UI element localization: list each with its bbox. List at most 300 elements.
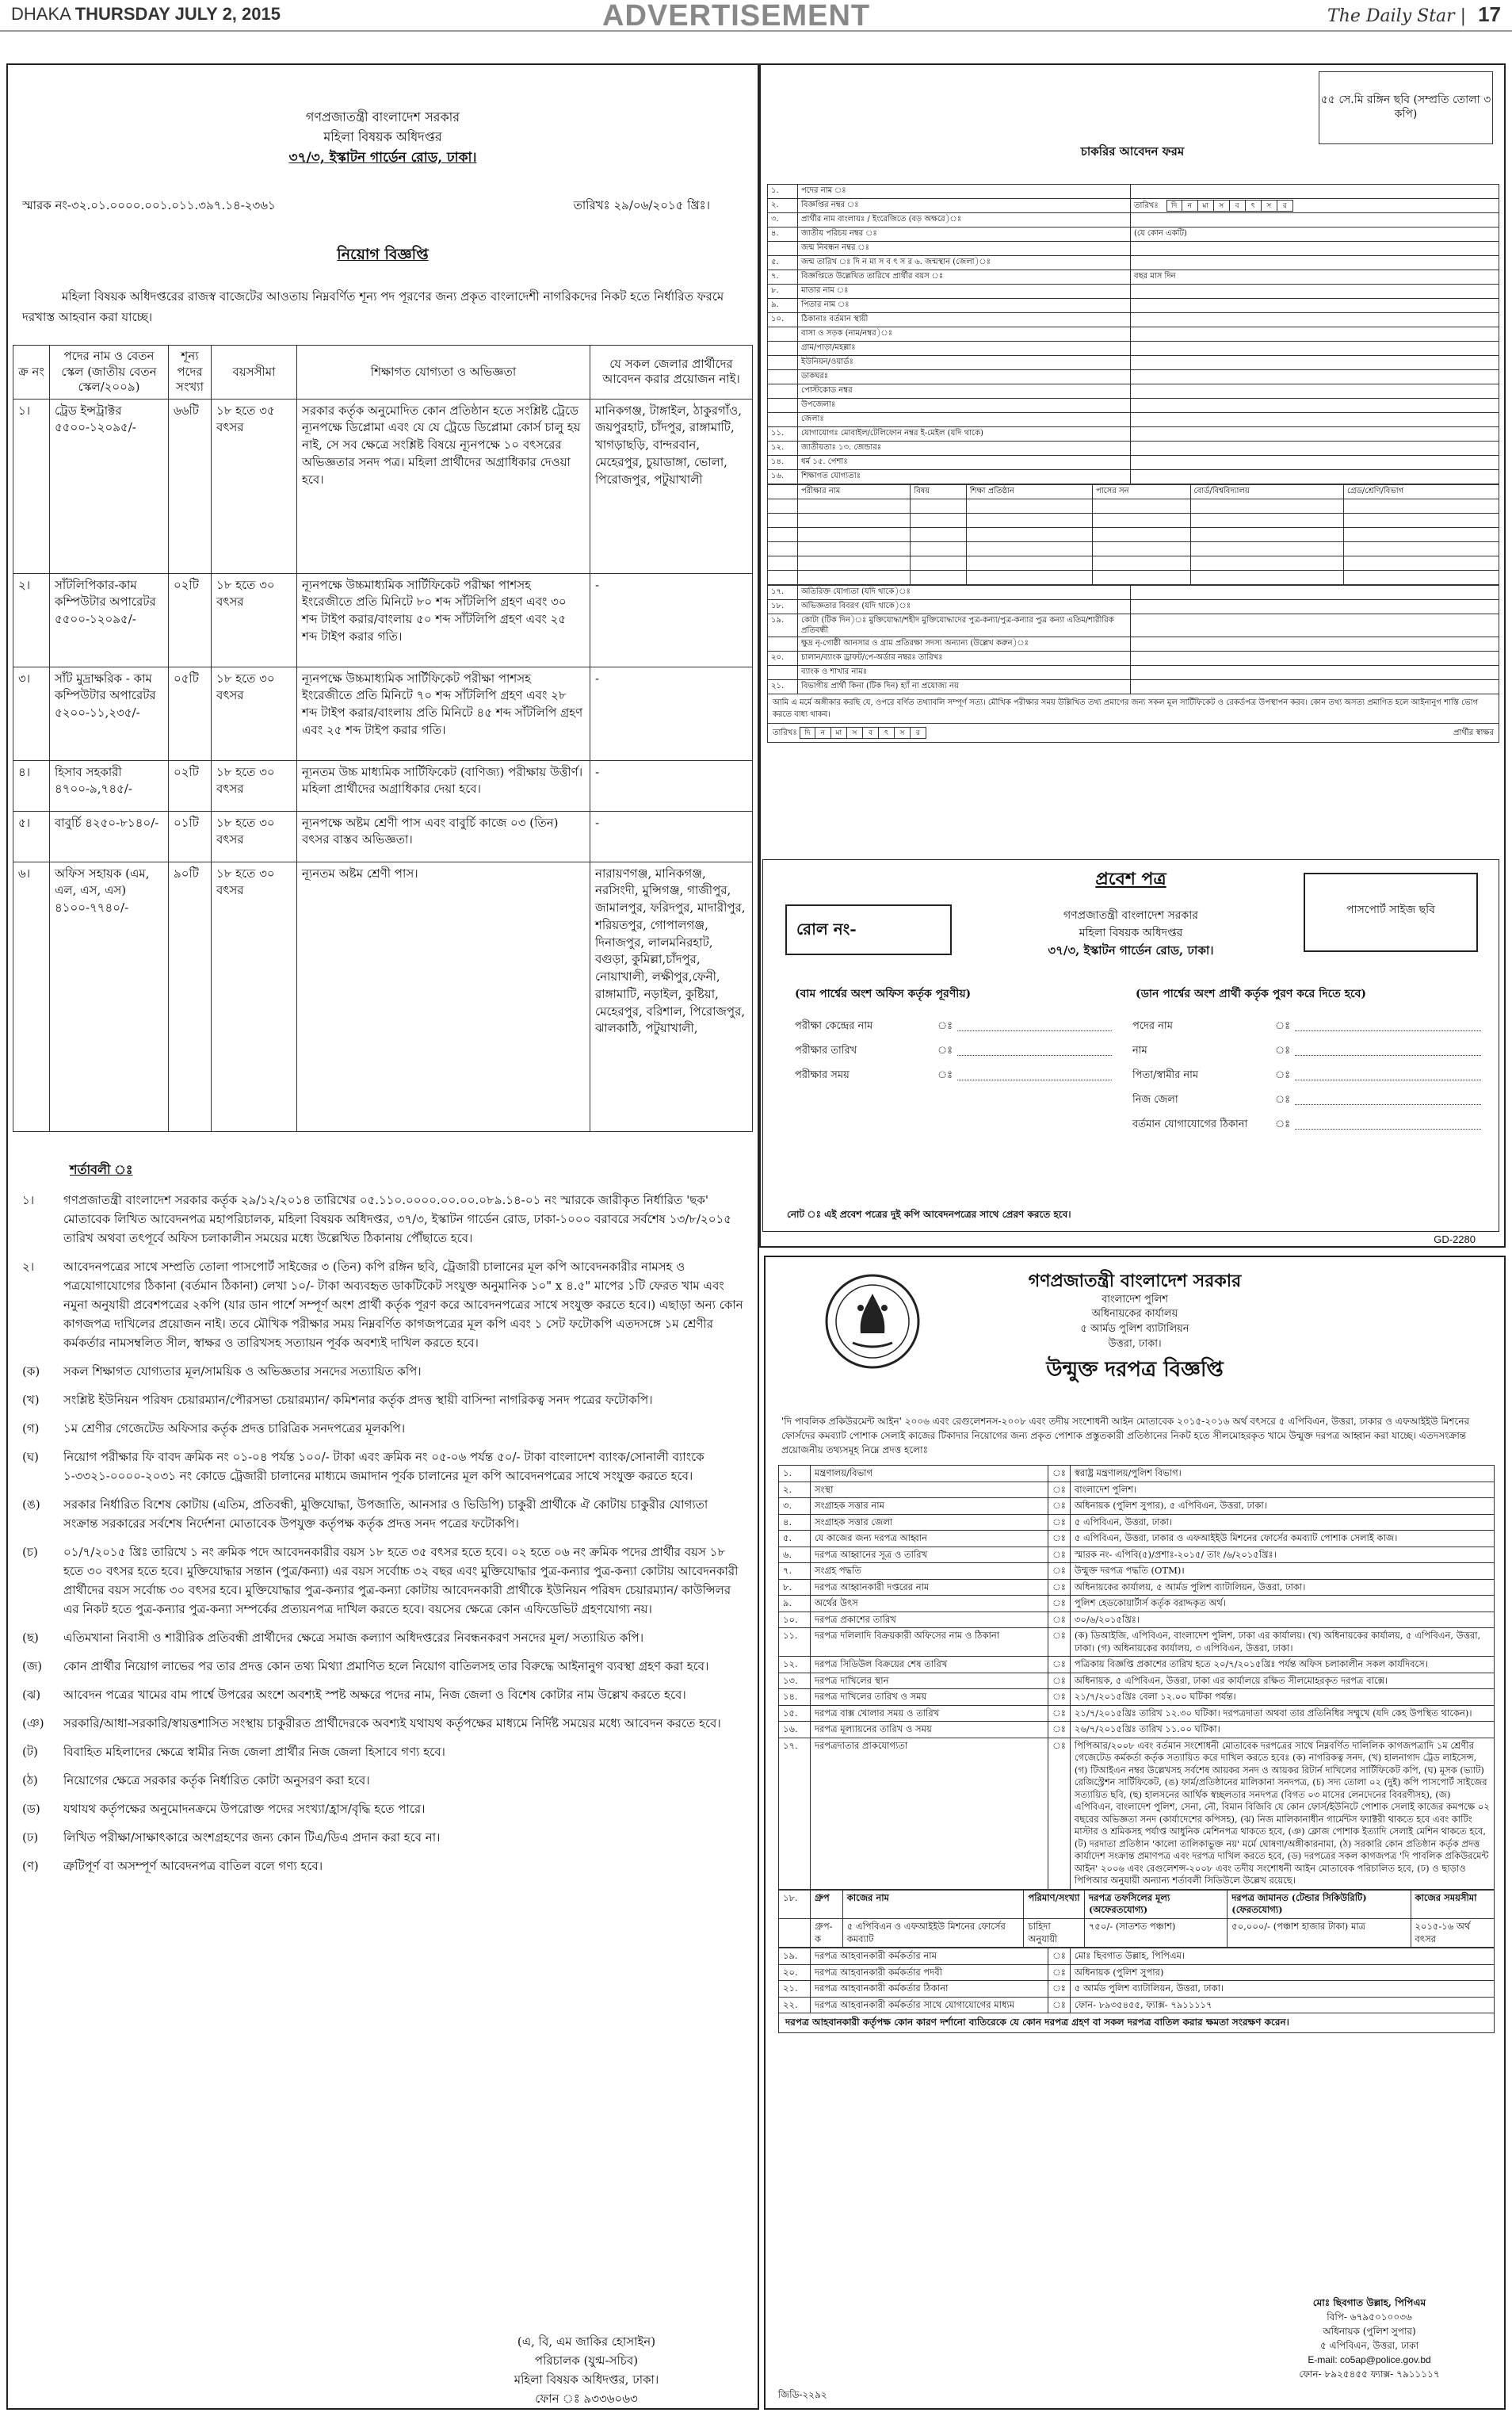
- cell-count: ৯০টি: [169, 862, 212, 1131]
- police-row-colon: ঃ: [1048, 1964, 1071, 1981]
- form-row-num: ২০.: [768, 652, 798, 666]
- form-table-2: [767, 585, 1499, 694]
- police-row-value: অধিনায়কের কার্যালয়, ৫ আর্মড পুলিশ ব্যাটালিয়ন, উত্তরা, ঢাকা।: [1070, 1579, 1494, 1596]
- grid-cell-time: ২০১৫-১৬ অর্থ বৎসর: [1411, 1918, 1494, 1947]
- education-header: [768, 485, 1499, 499]
- form-row-value: [1131, 256, 1499, 270]
- admit-field-line: [957, 1069, 1112, 1080]
- condition-item: [22, 1742, 743, 1761]
- education-cell: [1092, 499, 1190, 514]
- grid-col-work: কাজের নাম: [842, 1890, 1024, 1918]
- masthead-section: ADVERTISEMENT: [602, 0, 871, 32]
- education-cell: [911, 542, 966, 556]
- police-row-value: বাংলাদেশ পুলিশ।: [1070, 1482, 1494, 1498]
- form-fields-1: [768, 185, 1499, 484]
- police-row-colon: ঃ: [1048, 1948, 1071, 1965]
- form-row-label: জাতীয় পরিচয় নম্বর ঃ: [798, 227, 1131, 242]
- condition-key: (ঢ): [22, 1830, 39, 1845]
- grid-cell-security: ৫০,০০০/- (পঞ্চাশ হাজার টাকা) মাত্র: [1228, 1918, 1411, 1947]
- grid-cell-group: গ্রুপ-ক: [811, 1918, 843, 1947]
- form-row-num: [768, 370, 798, 384]
- condition-key: (জ): [22, 1659, 43, 1674]
- condition-key: (ঠ): [22, 1773, 38, 1788]
- form-row-label: ব্যাংক ও শাখার নামঃ: [798, 666, 1131, 680]
- cell-count: ৬৬টি: [169, 399, 212, 573]
- education-cell: [1344, 499, 1499, 514]
- cell-no: ২।: [13, 573, 50, 667]
- police-signer-bp: বিপি- ৬৭৯৫০১০০৩৬: [1327, 2311, 1412, 2323]
- education-cell: [1092, 542, 1190, 556]
- condition-item: [22, 1657, 743, 1676]
- notice-intro: মহিলা বিষয়ক অধিদপ্তরের রাজস্ব বাজেটের আওতায় নিম্নবর্ণিত শূন্য পদ পূরণের জন্য প্রকৃত বাংলাদেশী নাগরিকদের নিকট হতে নির্ধারিত ফরমে দরখাস্ত আহবান করা যাচ্ছে।: [22, 289, 724, 324]
- admit-code: GD-2280: [1434, 1233, 1476, 1245]
- condition-key: (ঝ): [22, 1688, 41, 1703]
- cell-no: ৬।: [13, 862, 50, 1131]
- police-signer-phone: ফোন- ৮৯২৫৪৫৫ ফ্যাক্স- ৭৯১১১১৭: [1299, 2369, 1440, 2380]
- police-row-colon: ঃ: [1048, 1738, 1071, 1889]
- condition-item: [22, 1828, 743, 1847]
- education-row: [768, 556, 1499, 571]
- col-post: পদের নাম ও বেতন স্কেল (জাতীয় বেতন স্কেল/২০০৯): [50, 346, 169, 400]
- police-row-colon: ঃ: [1048, 1673, 1071, 1689]
- police-signature: [1250, 2296, 1488, 2381]
- memo-line: [22, 198, 710, 214]
- police-sub-4: উত্তরা, ঢাকা।: [1108, 1338, 1162, 1351]
- form-row-value: [1131, 637, 1499, 652]
- police-row-colon: ঃ: [1048, 1612, 1071, 1628]
- police-grid: [778, 1890, 1495, 1948]
- box-cell: স: [1214, 200, 1230, 212]
- admit-right-head: (ডান পার্শ্বের অংশ প্রার্থী কর্তৃক পুরণ করে দিতে হবে): [1136, 988, 1367, 1000]
- police-signer-office: ৫ এপিবিএন, উত্তরা, ঢাকা: [1319, 2340, 1419, 2351]
- form-date-label: তারিখঃ: [773, 728, 797, 737]
- education-cell: [966, 556, 1092, 571]
- condition-text: সরকারি/আধা-সরকারি/স্বায়ত্তশাসিত সংস্থায় চাকুরীরত প্রার্থীদেরকে অবশ্যই যথাযথ কর্তৃপক্ষের মাধ্যমে নির্দিষ্ট সময়ের মধ্যে আবেদন করতে হবে।: [63, 1716, 721, 1731]
- form-row-value: [1131, 185, 1499, 199]
- police-row-label: দরপত্র আহ্বানের সূত্র ও তারিখ: [811, 1547, 1048, 1563]
- form-row-label: জন্ম নিবন্ধন নম্বর ঃ: [798, 242, 1131, 256]
- cell-qual: ন্যূনতম উচ্চ মাধ্যমিক সার্টিফিকেট (বাণিজ্য) পরীক্ষায় উত্তীর্ণ। মহিলা প্রার্থীদের অগ্রাধিকার দেয়া হবে।: [297, 760, 590, 811]
- police-row-value: অধিনায়ক (পুলিশ সুপার): [1070, 1964, 1494, 1981]
- education-cell: [1190, 514, 1344, 528]
- police-signer-name: মোঃ ছিবগাত উল্লাহ, পিপিএম: [1312, 2297, 1426, 2308]
- form-row-label: ধর্ম ১৫. পেশাঃ: [798, 456, 1131, 470]
- grid-col-qty: পরিমাণ/সংখ্যা: [1024, 1890, 1085, 1918]
- education-row: [768, 514, 1499, 528]
- education-cell: [1344, 514, 1499, 528]
- condition-key: (চ): [22, 1545, 38, 1560]
- condition-item: [22, 1628, 743, 1647]
- form-row-value: [1131, 614, 1499, 637]
- education-cell: [911, 528, 966, 542]
- cell-count: ০২টি: [169, 573, 212, 667]
- police-row: [779, 1547, 1495, 1563]
- notice-signature: [452, 2332, 721, 2408]
- cell-age: ১৮ হতে ৩০ বৎসর: [212, 667, 297, 760]
- form-row: [768, 680, 1499, 694]
- condition-key: (ড): [22, 1802, 40, 1817]
- condition-key: (ঙ): [22, 1497, 40, 1512]
- police-row: [779, 1673, 1495, 1689]
- police-row-num: ৯.: [779, 1596, 811, 1612]
- condition-item: [22, 1419, 743, 1438]
- admit-field-line: [1295, 1094, 1481, 1105]
- form-row-value: [1131, 652, 1499, 666]
- form-row-value: [1131, 313, 1499, 327]
- condition-key: (ক): [22, 1364, 40, 1379]
- form-row-num: ১৪.: [768, 456, 798, 470]
- form-row: [768, 586, 1499, 600]
- form-row-label: যোগাযোগঃ মোবাইল/টেলিফোন নম্বর ই-মেইল (যদি থাকে): [798, 427, 1131, 442]
- police-row-colon: ঃ: [1048, 1482, 1071, 1498]
- grid-spacer: [779, 1918, 811, 1947]
- police-row: [779, 1948, 1495, 1965]
- date-boxes: দি ন মা স ব ৎ স র: [800, 727, 926, 739]
- police-row-num: ৭.: [779, 1563, 811, 1580]
- form-row: [768, 242, 1499, 256]
- admit-field: [1132, 1118, 1481, 1132]
- cell-districts: -: [590, 811, 753, 862]
- police-row-value: ২১/৭/২০১৫খ্রিঃ তারিখ ১২.৩০ ঘটিকা। দরপত্রদাতা অথবা তার প্রতিনিধির সম্মুখে (যদি কেহ উপস্থিত থাকেন)।: [1070, 1705, 1494, 1722]
- police-row-num: ১৫.: [779, 1705, 811, 1722]
- cell-count: ০৫টি: [169, 667, 212, 760]
- admit-field-label: পরীক্ষা কেন্দ্রের নাম: [795, 1020, 873, 1032]
- police-row-label: দরপত্র আহবানকারী কর্মকর্তার পদবী: [811, 1964, 1048, 1981]
- police-row-colon: ঃ: [1048, 1689, 1071, 1706]
- police-row-num: ২১.: [779, 1981, 811, 1998]
- police-row-label: দরপত্র দলিলাদি বিক্রয়কারী অফিসের নাম ও ঠিকানা: [811, 1628, 1048, 1657]
- form-row-label: মাতার নাম ঃ: [798, 285, 1131, 299]
- edu-col-subject: বিষয়: [911, 485, 966, 499]
- vacancy-table-wrap: [13, 345, 753, 1132]
- masthead-dateline: [11, 3, 281, 26]
- cell-count: ০১টি: [169, 811, 212, 862]
- police-row-num: ৮.: [779, 1579, 811, 1596]
- education-cell: [1092, 556, 1190, 571]
- police-row-label: মন্ত্রণালয়/বিভাগ: [811, 1466, 1048, 1482]
- recruitment-notice: [6, 63, 759, 2410]
- police-row-colon: ঃ: [1048, 1596, 1071, 1612]
- condition-item: [22, 1362, 743, 1381]
- form-row-num: ৯.: [768, 299, 798, 313]
- education-cell: [911, 556, 966, 571]
- education-cell: [1190, 571, 1344, 585]
- form-row-value: [1131, 384, 1499, 399]
- form-row-value: [1131, 242, 1499, 256]
- police-row: [779, 1596, 1495, 1612]
- education-cell: [1190, 528, 1344, 542]
- police-row-num: ১.: [779, 1466, 811, 1482]
- roll-box: রোল নং-: [785, 904, 952, 955]
- education-cell: [768, 571, 798, 585]
- form-row-num: [768, 384, 798, 399]
- form-row-value: [1131, 456, 1499, 470]
- col-districts: যে সকল জেলার প্রার্থীদের আবেদন করার প্রয়োজন নাই।: [590, 346, 753, 400]
- form-row-label: চালান/ব্যাংক ড্রাফট/পে-অর্ডার নম্বরঃ তারিখঃ: [798, 652, 1131, 666]
- form-row-label: জন্ম তারিখ ঃ দি ন মা স ব ৎ স র ৬. জন্মস্থান (জেলা)ঃ: [798, 256, 1131, 270]
- form-row-num: ১১.: [768, 427, 798, 442]
- form-row-num: ৪.: [768, 227, 798, 242]
- signer-phone: ফোন ঃ ৯৩৩৬০৬৩: [535, 2392, 638, 2406]
- condition-text: লিখিত পরীক্ষা/সাক্ষাৎকারে অংশগ্রহণের জন্য কোন টিএ/ডিএ প্রদান করা হবে না।: [63, 1830, 441, 1845]
- form-row-num: ১২.: [768, 442, 798, 456]
- form-row-label: জাতীয়তাঃ ১৩. জেন্ডারঃ: [798, 442, 1131, 456]
- box-cell: ৎ: [1246, 200, 1262, 212]
- form-row-boxes: [1166, 200, 1293, 212]
- cell-post: বাবুর্চি ৪২৫০-৮১৪০/-: [50, 811, 169, 862]
- police-row-num: ২০.: [779, 1964, 811, 1981]
- police-row-label: সংস্থা: [811, 1482, 1048, 1498]
- police-table-body: [779, 1466, 1495, 1890]
- police-row-num: ২২.: [779, 1997, 811, 2013]
- admit-colon: ঃ: [1275, 1118, 1291, 1130]
- form-row-label: পিতার নাম ঃ: [798, 299, 1131, 313]
- education-row: [768, 528, 1499, 542]
- condition-key: (ঘ): [22, 1450, 39, 1465]
- police-row: [779, 1514, 1495, 1531]
- education-cell: [1092, 514, 1190, 528]
- form-row-label: অতিরিক্ত যোগ্যতা (যদি থাকে)ঃ: [798, 586, 1131, 600]
- grid-cell-price: ৭৫০/- (সাতশত পঞ্চাশ): [1084, 1918, 1227, 1947]
- education-cell: [1344, 528, 1499, 542]
- admit-field: [1132, 1045, 1481, 1058]
- form-row: [768, 199, 1499, 213]
- admit-colon: ঃ: [1275, 1093, 1291, 1106]
- police-row: [779, 1531, 1495, 1547]
- police-row: [779, 1563, 1495, 1580]
- police-row-colon: ঃ: [1048, 1563, 1071, 1580]
- condition-text: এতিমখানা নিবাসী ও শারীরিক প্রতিবন্ধী প্রার্থীদের ক্ষেত্রে সমাজ কল্যাণ অধিদপ্তরের নিবন্ধনকরণ সনদের মূল/ সত্যায়িত কপি।: [63, 1631, 644, 1646]
- police-sub-3: ৫ আর্মড পুলিশ ব্যাটালিয়ন: [1080, 1323, 1189, 1336]
- education-cell: [768, 499, 798, 514]
- condition-item: [22, 1257, 743, 1352]
- education-cell: [911, 514, 966, 528]
- admit-field: [795, 1069, 1112, 1083]
- form-row-num: [768, 356, 798, 370]
- memo-date: তারিখঃ ২৯/০৬/২০১৫ খ্রিঃ।: [573, 197, 710, 212]
- police-row-colon: ঃ: [1048, 1531, 1071, 1547]
- cell-age: ১৮ হতে ৩০ বৎসর: [212, 573, 297, 667]
- education-row: [768, 542, 1499, 556]
- police-row-label: সংগ্রাহক সত্তার জেলা: [811, 1514, 1048, 1531]
- box-cell: দি: [1166, 200, 1182, 212]
- education-rows: [768, 499, 1499, 585]
- police-row: [779, 1738, 1495, 1889]
- form-row-extra: (যে কোন একটি): [1134, 229, 1187, 238]
- form-row-value: [1131, 427, 1499, 442]
- police-intro: 'দি পাবলিক প্রকিউরমেন্ট আইন' ২০০৬ এবং রেগুলেশনস-২০০৮ এবং তদীয় সংশোধনী আইন মোতাবেক ২০১৫-২০১৬ অর্থ বৎসরে ৫ এপিবিএন, উত্তরা, ঢাকার ও এফআইইউ মিশনের ফোর্সদের কমব্যাট পোশাক সেলাই কাজের টিকাদার নিয়োগের জন্য প্রকৃত পোশাক প্রস্তুতকারী প্রতিষ্ঠানের নিকট হতে সীলমোহরকৃত খামে উন্মুক্ত দরপত্র আহ্বান করা যাচ্ছে। এতদসংক্রান্ত প্রয়োজনীয় তথ্যসমূহ নিম্নে প্রদত্ত হলোঃ: [781, 1416, 1470, 1455]
- form-row-label: পদের নাম ঃ: [798, 185, 1131, 199]
- cell-districts: মানিকগঞ্জ, টাঙ্গাইল, ঠাকুরগাঁও, জয়পুরহাট, চাঁদপুর, রাঙ্গামাটি, খাগড়াছড়ি, বান্দরবান, মেহেরপুর, চুয়াডাঙ্গা, ভোলা, পিরোজপুর, পটুয়াখালী: [590, 399, 753, 573]
- police-row: [779, 1628, 1495, 1657]
- police-row-value: স্বরাষ্ট্র মন্ত্রণালয়/পুলিশ বিভাগ।: [1070, 1466, 1494, 1482]
- edu-col-board: বোর্ড/বিশ্ববিদ্যালয়: [1190, 485, 1344, 499]
- police-row-num: ১৩.: [779, 1673, 811, 1689]
- edu-col-grade: গ্রেড/শ্রেণি/বিভাগ: [1344, 485, 1499, 499]
- police-signer-email: E-mail: co5ap@police.gov.bd: [1308, 2354, 1431, 2365]
- police-row-num: ১৪.: [779, 1689, 811, 1706]
- police-header: [766, 1270, 1504, 1384]
- table-row: [13, 760, 753, 811]
- table-row: [13, 811, 753, 862]
- police-row-num: ১৯.: [779, 1948, 811, 1965]
- police-row-label: দরপত্র দাখিলের তারিখ ও সময়: [811, 1689, 1048, 1706]
- police-row-num: ৬.: [779, 1547, 811, 1563]
- police-row-num: ১৬.: [779, 1722, 811, 1738]
- police-row-colon: ঃ: [1048, 1657, 1071, 1673]
- condition-item: [22, 1685, 743, 1704]
- police-row-colon: ঃ: [1048, 1498, 1071, 1515]
- form-row-value: [1131, 470, 1499, 484]
- condition-key: (ণ): [22, 1859, 39, 1874]
- condition-key: (গ): [22, 1421, 40, 1436]
- form-row: [768, 227, 1499, 242]
- form-row: [768, 370, 1499, 384]
- police-row-label: দরপত্র মূল্যায়নের তারিখ ও সময়: [811, 1722, 1048, 1738]
- admit-field: [1132, 1020, 1481, 1034]
- police-row-label: সংগ্রাহক সত্তার নাম: [811, 1498, 1048, 1515]
- education-cell: [1190, 499, 1344, 514]
- police-row-value: অধিনায়ক (পুলিশ সুপার), ৫ এপিবিএন, উত্তরা, ঢাকা।: [1070, 1498, 1494, 1515]
- education-cell: [911, 571, 966, 585]
- form-row-label: শিক্ষাগত যোগ্যতাঃ: [798, 470, 1131, 484]
- notice-header: [8, 108, 758, 168]
- police-row-colon: ঃ: [1048, 1514, 1071, 1531]
- form-row-num: ১৯.: [768, 614, 798, 637]
- police-row-label: দরপত্র আহবানকারী কর্মকর্তার ঠিকানা: [811, 1981, 1048, 1998]
- condition-text: যথাযথ কর্তৃপক্ষের অনুমোদনক্রমে উপরোক্ত পদের সংখ্যা/হ্রাস/বৃদ্ধি হতে পারে।: [63, 1802, 426, 1817]
- form-row: [768, 614, 1499, 637]
- form-row-num: ৩.: [768, 213, 798, 227]
- police-row-label: দরপত্রদাতার প্রাকযোগ্যতা: [811, 1738, 1048, 1889]
- police-row-value: ৩০/৬/২০১৫খ্রিঃ।: [1070, 1612, 1494, 1628]
- cell-no: ৪।: [13, 760, 50, 811]
- admit-field: [1132, 1069, 1481, 1083]
- police-row-num: ১১.: [779, 1628, 811, 1657]
- condition-text: নিয়োগ পরীক্ষার ফি বাবদ ক্রমিক নং ০১-০৪ পর্যন্ত ১০০/- টাকা এবং ক্রমিক নং ০৫-০৬ পর্যন্ত ৫০/- টাকা বাংলাদেশ ব্যাংক/সোনালী ব্যাংকে ১-৩৩২১-০০০০-২০৩১ নং কোডে ট্রেজারী চালানের মাধ্যমে জমাদান পূর্বক চালানের মূল কপি আবেদনপত্রের সাথে সংযুক্ত করতে হবে।: [63, 1450, 704, 1484]
- condition-text: ত্রুটিপূর্ণ বা অসম্পূর্ণ আবেদনপত্র বাতিল বলে গণ্য হবে।: [63, 1859, 323, 1874]
- police-row-num: ৫.: [779, 1531, 811, 1547]
- admit-gov: গণপ্রজাতন্ত্রী বাংলাদেশ সরকার: [1063, 909, 1198, 922]
- form-row-value: [1131, 680, 1499, 694]
- form-row: [768, 413, 1499, 427]
- form-row-value: [1131, 666, 1499, 680]
- form-row-value: [1131, 442, 1499, 456]
- condition-item: [22, 1856, 743, 1875]
- police-sub: [766, 1293, 1504, 1352]
- cell-districts: -: [590, 573, 753, 667]
- admit-colon: ঃ: [1275, 1020, 1291, 1032]
- form-row: [768, 456, 1499, 470]
- form-signature-label: প্রার্থীর স্বাক্ষর: [1453, 728, 1494, 737]
- admit-field-label: নিজ জেলা: [1132, 1093, 1178, 1106]
- police-row-colon: ঃ: [1048, 1628, 1071, 1657]
- education-row: [768, 571, 1499, 585]
- police-row: [779, 1657, 1495, 1673]
- form-row-label: ডাকঘরঃ: [798, 370, 1131, 384]
- form-row-label: কোটা (টিক দিন)ঃ মুক্তিযোদ্ধা/শহীদ মুক্তিযোদ্ধাদের পুত্র-কন্যা/পুত্র-কন্যার পুত্র কন্যা এতিম/শারীরিক প্রতিবন্ধী: [798, 614, 1131, 637]
- form-row-num: ৭.: [768, 270, 798, 285]
- admit-colon: ঃ: [937, 1069, 953, 1081]
- table-row: [13, 862, 753, 1131]
- condition-item: [22, 1390, 743, 1409]
- police-row: [779, 1466, 1495, 1482]
- form-row-label: অভিজ্ঞতার বিবরণ (যদি থাকে)ঃ: [798, 600, 1131, 614]
- form-row-extra: বছর মাস দিন: [1134, 272, 1176, 281]
- police-signer-title: অধিনায়ক (পুলিশ সুপার): [1323, 2326, 1416, 2337]
- form-row-num: ১৮.: [768, 600, 798, 614]
- condition-key: (ছ): [22, 1631, 39, 1646]
- police-gov: গণপ্রজাতন্ত্রী বাংলাদেশ সরকার: [1028, 1271, 1242, 1291]
- form-row-value: [1131, 327, 1499, 342]
- education-cell: [798, 528, 911, 542]
- admit-field-line: [957, 1020, 1112, 1031]
- police-code: জিডি-২২৯২: [778, 2389, 827, 2401]
- form-row-num: ২.: [768, 199, 798, 213]
- police-row-label: দরপত্র দাখিলের স্থান: [811, 1673, 1048, 1689]
- admit-field: [1132, 1094, 1481, 1107]
- condition-item: [22, 1799, 743, 1818]
- cell-qual: ন্যূনতম অষ্টম শ্রেণী পাস।: [297, 862, 590, 1131]
- admit-left-head: (বাম পার্শ্বের অংশ অফিস কর্তৃক পূরণীয়): [795, 988, 972, 1000]
- police-grid-row: [779, 1918, 1495, 1947]
- education-cell: [768, 542, 798, 556]
- conditions-title: শর্তাবলী ঃ: [70, 1161, 133, 1177]
- form-row-label: বাসা ও সড়ক (নাম/নম্বর)ঃ: [798, 327, 1131, 342]
- form-row-label: বিজ্ঞপ্তির নম্বর ঃ: [798, 199, 1131, 213]
- form-row-value: [1131, 600, 1499, 614]
- form-row: [768, 270, 1499, 285]
- vacancy-table-body: [13, 399, 753, 1131]
- form-row: [768, 327, 1499, 342]
- police-row: [779, 1612, 1495, 1628]
- police-row-value: মোঃ ছিবগাত উল্লাহ, পিপিএম।: [1070, 1948, 1494, 1965]
- form-row: [768, 299, 1499, 313]
- admit-field-line: [1295, 1069, 1481, 1080]
- condition-key: (ট): [22, 1745, 38, 1760]
- page-number: 17: [1478, 2, 1501, 26]
- police-row-value: ২৬/৭/২০১৫খ্রিঃ তারিখ ১১.০০ ঘটিকা।: [1070, 1722, 1494, 1738]
- police-row-label: দরপত্র আহবানকারী কর্মকর্তার সাথে যোগাযোগের মাধ্যম: [811, 1997, 1048, 2013]
- condition-item: [22, 1191, 743, 1248]
- admit-right-fields: [1132, 1020, 1481, 1142]
- form-fields-2: [768, 586, 1499, 694]
- condition-text: গণপ্রজাতন্ত্রী বাংলাদেশ সরকার কর্তৃক ২৯/১২/২০১৪ তারিখের ০৫.১১০.০০০০.০০.০০.০৮৯.১৪-০১ নং স্মারকে জারীকৃত নির্ধারিত 'ছক' মোতাবেক লিখিত আবেদনপত্র মহাপরিচালক, মহিলা বিষয়ক অধিদপ্তর, ৩৭/৩, ইস্কাটন গার্ডেন রোড, ঢাকা-১০০০ বরাবরে সর্বশেষ ১৩/৮/২০১৫ তারিখ অথবা তৎপূর্বে অফিস চলাকালীন সময়ের মধ্যে উল্লেখিত ঠিকানায় পৌঁছাতে হবে।: [63, 1193, 732, 1246]
- police-row-colon: ঃ: [1048, 1547, 1071, 1563]
- education-cell: [1092, 571, 1190, 585]
- form-row-num: ১.: [768, 185, 798, 199]
- condition-text: সরকার নির্ধারিত বিশেষ কোটায় (এতিম, প্রতিবন্ধী, মুক্তিযোদ্ধা, উপজাতি, আনসার ও ভিডিপি) চাকুরী প্রার্থীকে ঐ কোটায় চাকুরীর যোগ্যতা সংক্রান্ত সরকারের সর্বশেষ নির্দেশনা মোতাবেক উপযুক্ত কর্তৃপক্ষ কর্তৃক প্রদত্ত সনদ পত্রের ফটোকপি।: [63, 1497, 708, 1531]
- form-row-value: [1131, 586, 1499, 600]
- masthead-paper: The Daily Star | 17: [1327, 2, 1501, 26]
- education-cell: [768, 528, 798, 542]
- education-cell: [798, 571, 911, 585]
- police-row-value: ৫ এপিবিএন, উত্তরা, ঢাকা।: [1070, 1514, 1494, 1531]
- form-row-value: [1131, 370, 1499, 384]
- form-row: [768, 285, 1499, 299]
- police-tender-notice: [764, 1256, 1506, 2410]
- cell-no: ১।: [13, 399, 50, 573]
- form-row-num: ২১.: [768, 680, 798, 694]
- form-row-extra: তারিখঃ: [1134, 201, 1159, 210]
- form-row-label: পোস্টকোড নম্বর: [798, 384, 1131, 399]
- admit-field: [795, 1020, 1112, 1034]
- cell-no: ৩।: [13, 667, 50, 760]
- form-row: [768, 342, 1499, 356]
- cell-qual: সরকার কর্তৃক অনুমোদিত কোন প্রতিষ্ঠান হতে সংশ্লিষ্ট ট্রেডে ন্যূনপক্ষে ডিপ্লোমা এবং যে যে ট্রেডে ডিপ্লোমা কোর্স চালু হয় নাই, সে সব ক্ষেত্রে সংশ্লিষ্ট বিষয়ে ন্যূনপক্ষে ১০ বৎসরের অভিজ্ঞতার সনদ পত্র। মহিলা প্রার্থীদের অগ্রাধিকার দেওয়া হবে।: [297, 399, 590, 573]
- form-row: [768, 313, 1499, 327]
- form-row-num: ৫.: [768, 256, 798, 270]
